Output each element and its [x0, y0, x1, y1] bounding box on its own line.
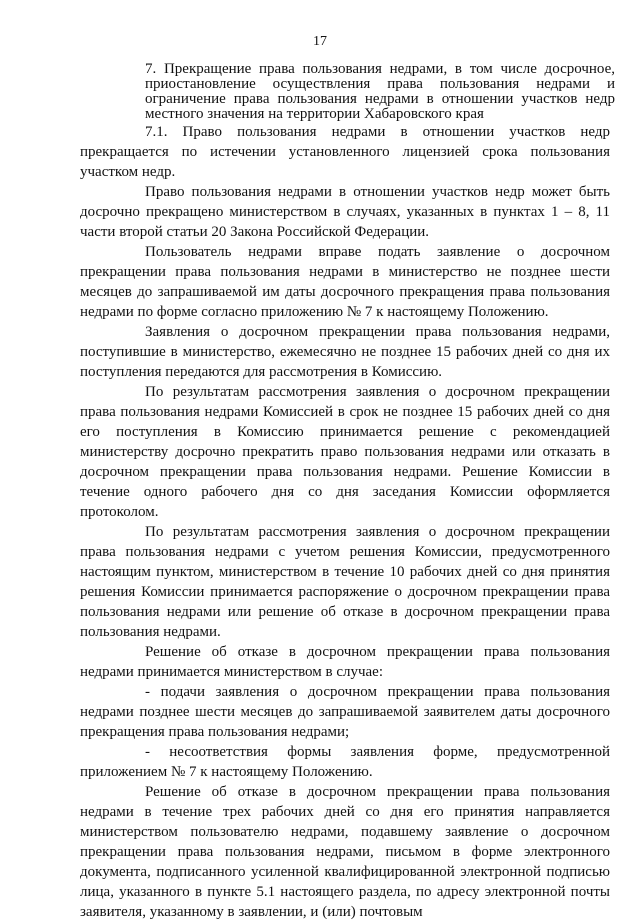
document-body	[80, 122, 610, 922]
list-item: - несоответствия формы заявления форме, предусмотренной приложением № 7 к настоящему Положению.	[80, 744, 610, 780]
paragraph: По результатам рассмотрения заявления о досрочном прекращении права пользования недрами Комиссией в срок не позднее 15 рабочих дней со дня его поступления в Комиссию принимается решение с рекомендацией министерству досрочно прекратить право пользования недрами или отказать в досрочном прекращении права пользования недрами. Решение Комиссии в течение одного рабочего дня со дня заседания Комиссии оформляется протоколом.	[80, 384, 610, 520]
paragraph: По результатам рассмотрения заявления о досрочном прекращении права пользования недрами с учетом решения Комиссии, предусмотренного настоящим пунктом, министерством в течение 10 рабочих дней со дня принятия решения Комиссии принимается распоряжение о досрочном прекращении права пользования недрами или решение об отказе в досрочном прекращении права пользования недрами.	[80, 524, 610, 640]
paragraph: Право пользования недрами в отношении участков недр может быть досрочно прекращено министерством в случаях, указанных в пунктах 1 – 8, 11 части второй статьи 20 Закона Российской Федерации.	[80, 184, 610, 240]
section-heading: 7. Прекращение права пользования недрами, в том числе досрочное, приостановление осуществления права пользования недрами и ограничение права пользования недрами в отношении участков недр местного значения на территории Хабаровского края	[145, 61, 615, 122]
list-item: - подачи заявления о досрочном прекращении права пользования недрами позднее шести месяцев до запрашиваемой заявителем даты досрочного прекращения права пользования недрами;	[80, 684, 610, 740]
paragraph: Решение об отказе в досрочном прекращении права пользования недрами принимается министерством в случае:	[80, 644, 610, 680]
paragraph: 7.1. Право пользования недрами в отношении участков недр прекращается по истечении установленного лицензией срока пользования участком недр.	[80, 124, 610, 180]
paragraph: Заявления о досрочном прекращении права пользования недрами, поступившие в министерство, ежемесячно не позднее 15 рабочих дней со дня их поступления передаются для рассмотрения в Комиссию.	[80, 324, 610, 380]
paragraph: Пользователь недрами вправе подать заявление о досрочном прекращении права пользования недрами в министерство не позднее шести месяцев до запрашиваемой им даты досрочного прекращения права пользования недрами по форме согласно приложению № 7 к настоящему Положению.	[80, 244, 610, 320]
page-number: 17	[313, 34, 327, 49]
paragraph: Решение об отказе в досрочном прекращении права пользования недрами в течение трех рабочих дней со дня его принятия направляется министерством пользователю недрами, подавшему заявление о досрочном прекращении права пользования недрами, письмом в форме электронного документа, подписанного усиленной квалифицированной электронной подписью лица, указанного в пункте 5.1 настоящего раздела, по адресу электронной почты заявителя, указанному в заявлении, и (или) почтовым	[80, 784, 610, 920]
